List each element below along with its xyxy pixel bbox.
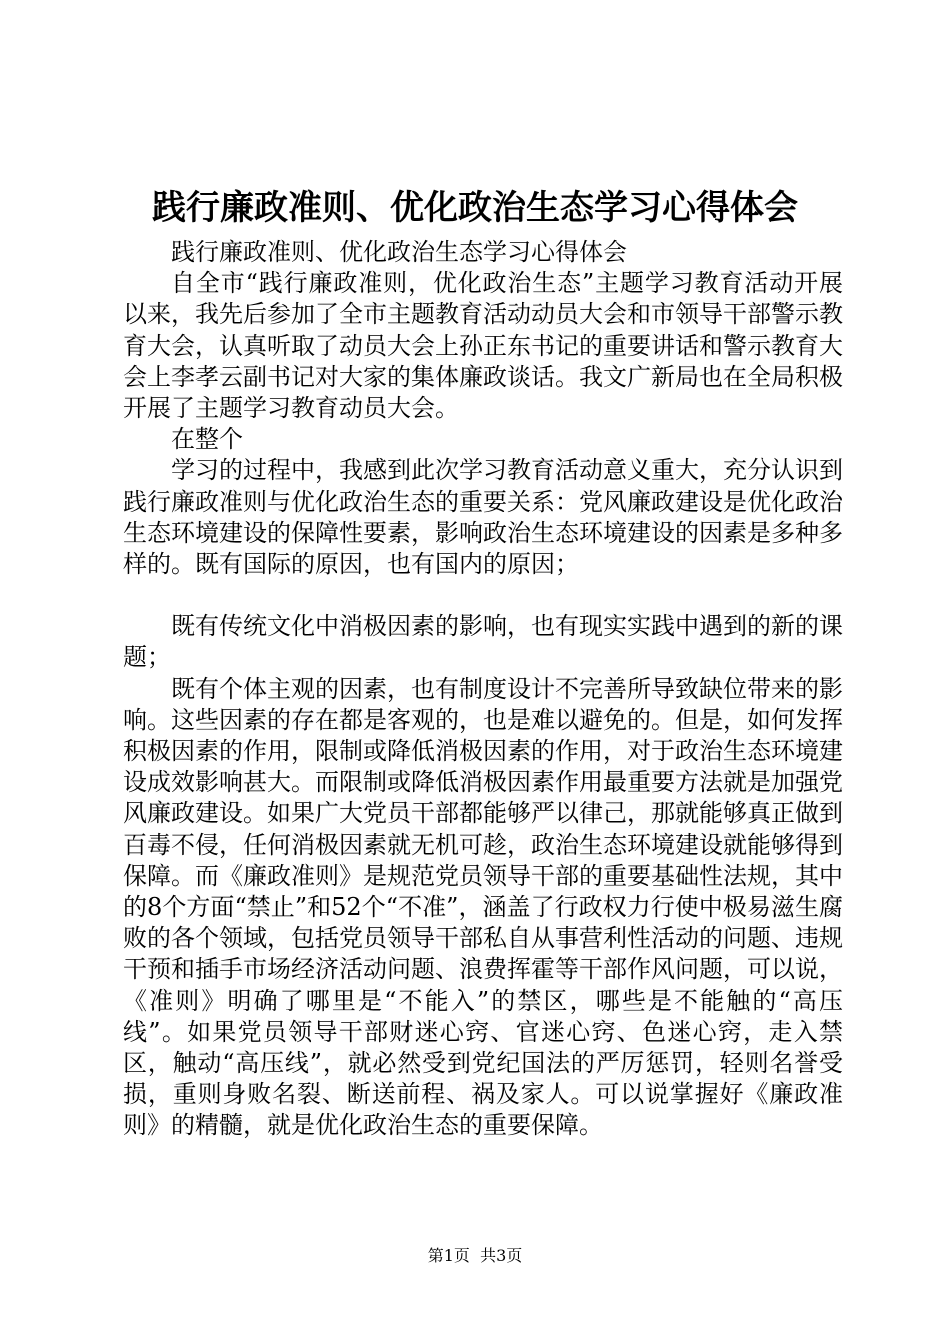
document-title: 践行廉政准则、优化政治生态学习心得体会 [152,188,798,228]
paragraph-learning: 学习的过程中，我感到此次学习教育活动意义重大，充分认识到践行廉政准则与优化政治生态的重要关系：党风廉政建设是优化政治生态环境建设的保障性要素，影响政治生态环境建设的因素是多种多样的。既有国际的原因，也有国内的原因； [123,456,843,579]
page-footer: 第1页 共3页 [427,1246,523,1265]
paragraph-fragment: 在整个 [171,425,243,454]
paragraph-tradition: 既有传统文化中消极因素的影响，也有现实实践中遇到的新的课题； [123,612,843,672]
document-body [123,237,843,1142]
paragraph-main: 既有个体主观的因素，也有制度设计不完善所导致缺位带来的影响。这些因素的存在都是客观的，也是难以避免的。但是，如何发挥积极因素的作用，限制或降低消极因素的作用，对于政治生态环境建设成效影响甚大。而限制或降低消极因素作用最重要方法就是加强党风廉政建设。如果广大党员干部都能够严以律己，那就能够真正做到百毒不侵，任何消极因素就无机可趁，政治生态环境建设就能够得到保障。而《廉政准则》是规范党员领导干部的重要基础性法规，其中的8个方面“禁止”和52个“不准”，涵盖了行政权力行使中极易滋生腐败的各个领域，包括党员领导干部私自从事营利性活动的问题、违规干预和插手市场经济活动问题、浪费挥霍等干部作风问题，可以说，《准则》明确了哪里是“不能入”的禁区，哪些是不能触的“高压线”。如果党员领导干部财迷心窍、官迷心窍、色迷心窍，走入禁区，触动“高压线”，就必然受到党纪国法的严厉惩罚，轻则名誉受损，重则身败名裂、断送前程、祸及家人。可以说掌握好《廉政准则》的精髓，就是优化政治生态的重要保障。 [123,674,843,1140]
paragraph-subtitle: 践行廉政准则、优化政治生态学习心得体会 [171,238,627,266]
paragraph-intro: 自全市“践行廉政准则，优化政治生态”主题学习教育活动开展以来，我先后参加了全市主题教育活动动员大会和市领导干部警示教育大会，认真听取了动员大会上孙正东书记的重要讲话和警示教育大会上李孝云副书记对大家的集体廉政谈话。我文广新局也在全局积极开展了主题学习教育动员大会。 [123,269,843,423]
